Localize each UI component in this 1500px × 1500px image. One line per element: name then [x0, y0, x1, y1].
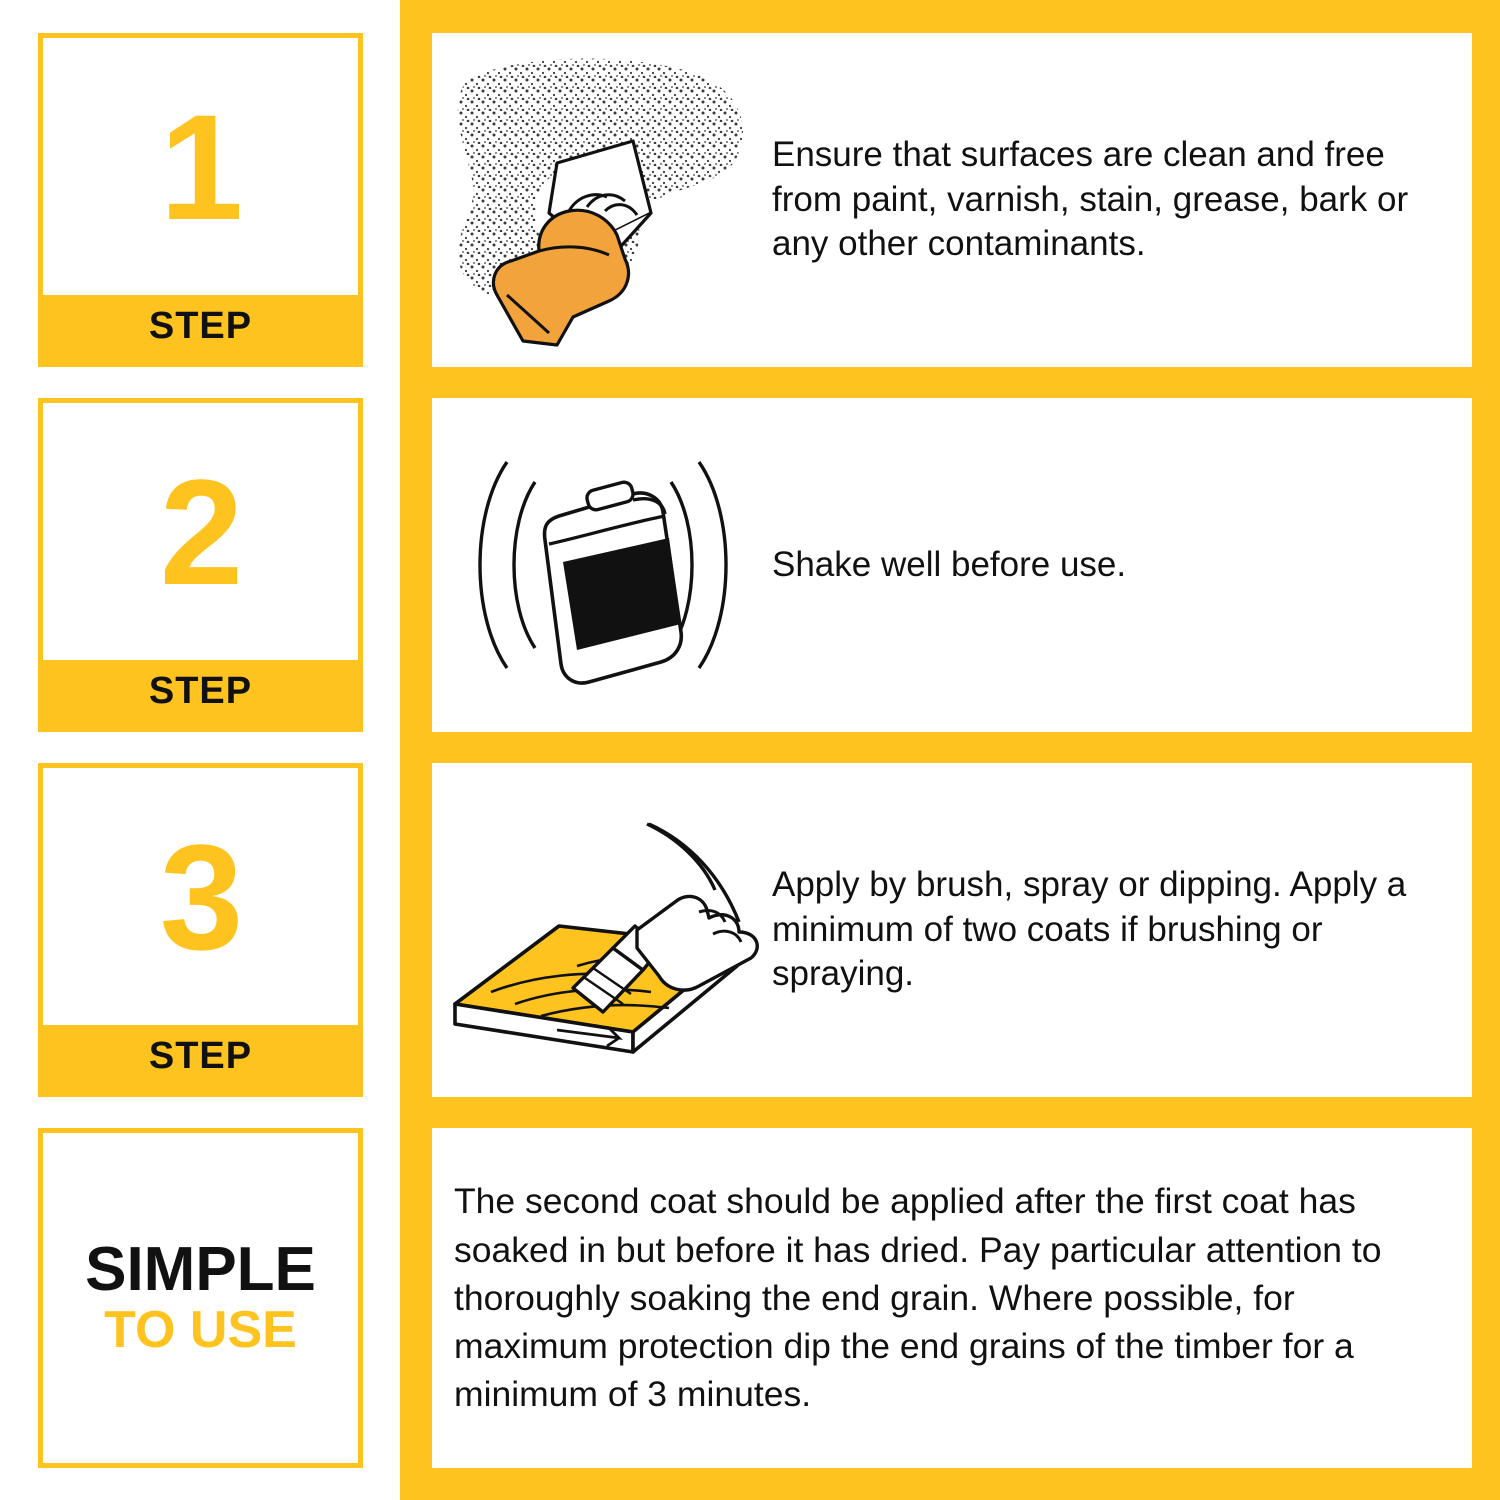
step-number-2: 2	[159, 447, 242, 616]
instruction-text-3: Apply by brush, spray or dipping. Apply a minimum of two coats if brushing or spraying.	[772, 864, 1407, 994]
instruction-card-1	[432, 33, 1472, 367]
instruction-card-4	[432, 1128, 1472, 1468]
step-badge-column	[0, 0, 400, 1500]
step-label-3: STEP	[43, 1025, 358, 1092]
hand-brushing-timber-board-icon	[432, 763, 772, 1097]
simple-to-use-line-1: SIMPLE	[85, 1234, 316, 1304]
gloved-hand-wiping-surface-icon	[432, 33, 772, 367]
step-badge-1	[38, 33, 363, 367]
instruction-card-3	[432, 763, 1472, 1097]
instruction-card-2	[432, 398, 1472, 732]
simple-to-use-line-2: TO USE	[104, 1300, 297, 1359]
instruction-text-2: Shake well before use.	[772, 544, 1127, 584]
step-badge-2	[38, 398, 363, 732]
step-number-1: 1	[159, 82, 242, 251]
step-label-1: STEP	[43, 295, 358, 362]
instruction-cards-panel	[400, 0, 1500, 1500]
simple-to-use-badge	[38, 1128, 363, 1468]
shaking-jerry-can-icon	[432, 398, 772, 732]
instruction-text-1: Ensure that surfaces are clean and free from paint, varnish, stain, grease, bark or any other contaminants.	[772, 134, 1409, 264]
step-number-3: 3	[159, 812, 242, 981]
instruction-text-4: The second coat should be applied after the first coat has soaked in but before it has dried. Pay particular attention to thoroughly soaking the end grain. Where possible, for maximum protection dip the end grains of the timber for a minimum of 3 minutes.	[454, 1181, 1382, 1415]
step-badge-3	[38, 763, 363, 1097]
step-label-2: STEP	[43, 660, 358, 727]
